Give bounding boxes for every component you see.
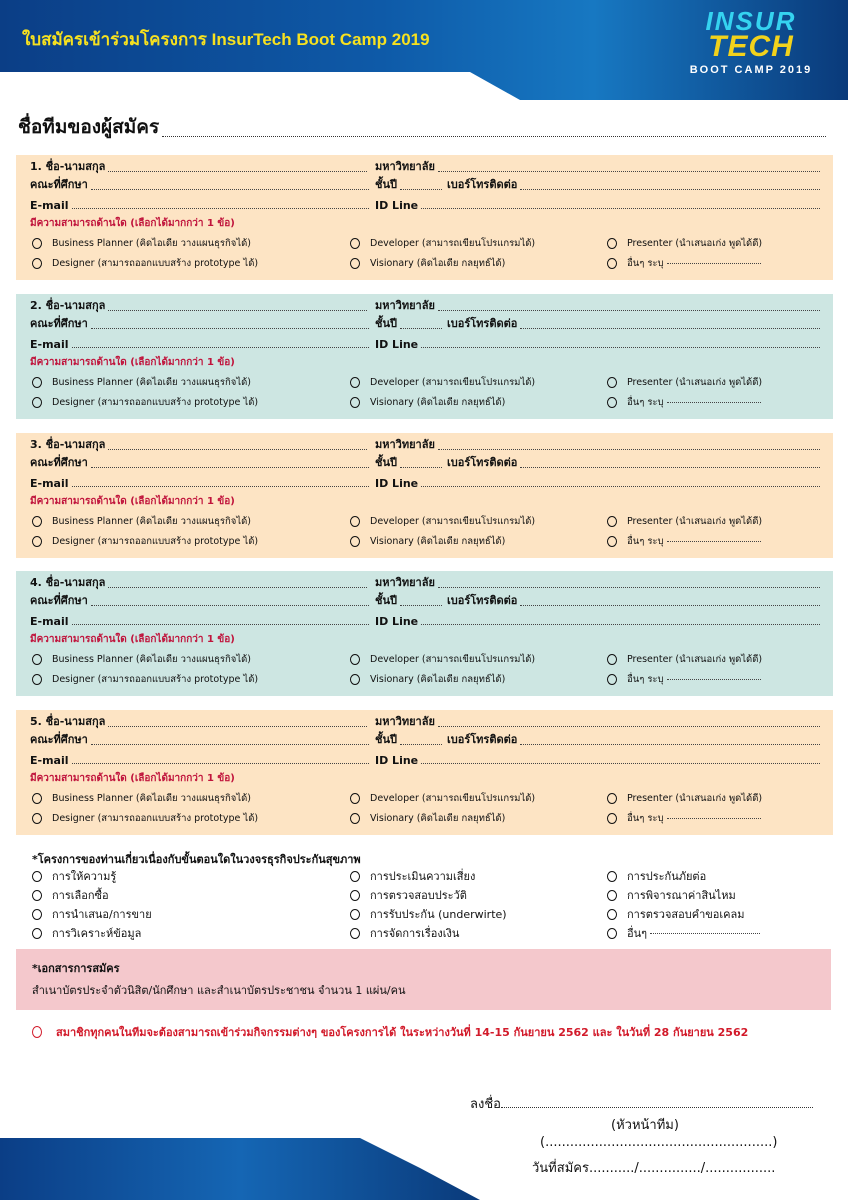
line-row — [375, 196, 823, 212]
university-row — [375, 159, 823, 175]
skill-visionary[interactable] — [350, 395, 505, 410]
university-label: มหาวิทยาลัย — [375, 160, 435, 173]
checkbox-circle[interactable] — [32, 397, 42, 408]
skill-business-planner[interactable] — [32, 514, 251, 529]
email-row — [30, 474, 372, 490]
email-field[interactable] — [72, 347, 369, 348]
stage-option[interactable] — [32, 905, 152, 923]
year-field[interactable] — [400, 328, 442, 329]
skill-visionary[interactable] — [350, 534, 505, 549]
line-field[interactable] — [421, 347, 820, 348]
skill-label: อื่นๆ ระบุ — [627, 397, 664, 408]
name-label: 5. ชื่อ-นามสกุล — [30, 715, 106, 728]
skill-label: อื่นๆ ระบุ — [627, 813, 664, 824]
skill-presenter[interactable] — [607, 236, 762, 251]
checkbox-circle[interactable] — [607, 909, 617, 920]
year-row — [375, 455, 445, 471]
skill-label: Presenter (นำเสนอเก่ง พูดได้ดี) — [627, 654, 763, 665]
skill-designer[interactable] — [32, 672, 258, 687]
phone-label: เบอร์โทรติดต่อ — [447, 594, 518, 607]
email-field[interactable] — [72, 208, 369, 209]
skill-presenter[interactable] — [607, 375, 762, 390]
email-label: E-mail — [30, 199, 69, 212]
skill-label: Business Planner (คิดไอเดีย วางแผนธุรกิจได้) — [52, 238, 251, 249]
checkbox-circle[interactable] — [350, 871, 360, 882]
email-label: E-mail — [30, 338, 69, 351]
line-row — [375, 474, 823, 490]
skill-label: อื่นๆ ระบุ — [627, 258, 664, 269]
name-row — [30, 575, 370, 591]
phone-field[interactable] — [520, 328, 820, 329]
email-label: E-mail — [30, 754, 69, 767]
checkbox-circle[interactable] — [32, 258, 42, 269]
checkbox-circle[interactable] — [350, 813, 360, 824]
footer-banner — [0, 1138, 848, 1200]
skill-label: Designer (สามารถออกแบบสร้าง prototype ได้) — [52, 674, 259, 685]
stage-option[interactable] — [350, 867, 475, 885]
year-field[interactable] — [400, 744, 442, 745]
checkbox-circle[interactable] — [607, 397, 617, 408]
member-block — [16, 294, 833, 419]
skill-other-field[interactable] — [667, 402, 761, 403]
line-row — [375, 335, 823, 351]
skill-label: Developer (สามารถเขียนโปรแกรมได้) — [370, 654, 536, 665]
skills-title: มีความสามารถด้านใด (เลือกได้มากกว่า 1 ข้อ) — [30, 773, 235, 784]
stage-option-label: การประเมินความเสี่ยง — [370, 870, 476, 883]
year-label: ชั้นปี — [375, 178, 397, 191]
skill-other-field[interactable] — [667, 818, 761, 819]
skill-label: Presenter (นำเสนอเก่ง พูดได้ดี) — [627, 238, 763, 249]
checkbox-circle[interactable] — [350, 890, 360, 901]
phone-label: เบอร์โทรติดต่อ — [447, 178, 518, 191]
checkbox-circle[interactable] — [350, 377, 360, 388]
checkbox-circle[interactable] — [32, 238, 42, 249]
faculty-label: คณะที่ศึกษา — [30, 733, 88, 746]
skill-visionary[interactable] — [350, 256, 505, 271]
name-field[interactable] — [108, 171, 367, 172]
stage-option[interactable] — [607, 867, 706, 885]
stage-option-label: การให้ความรู้ — [52, 870, 117, 883]
checkbox-circle[interactable] — [32, 377, 42, 388]
university-row — [375, 714, 823, 730]
year-row — [375, 177, 445, 193]
team-name-field[interactable] — [162, 136, 826, 137]
phone-field[interactable] — [520, 467, 820, 468]
name-label: 2. ชื่อ-นามสกุล — [30, 299, 106, 312]
skill-other[interactable] — [607, 395, 761, 410]
skill-label: อื่นๆ ระบุ — [627, 536, 664, 547]
signature-line[interactable] — [501, 1107, 813, 1108]
line-row — [375, 612, 823, 628]
name-row — [30, 714, 370, 730]
stage-option-label: การเลือกซื้อ — [52, 889, 109, 902]
skill-developer[interactable] — [350, 791, 535, 806]
checkbox-circle[interactable] — [607, 516, 617, 527]
email-row — [30, 612, 372, 628]
notice-row — [32, 1023, 748, 1041]
member-block — [16, 710, 833, 835]
checkbox-circle[interactable] — [350, 793, 360, 804]
skill-label: อื่นๆ ระบุ — [627, 674, 664, 685]
email-row — [30, 335, 372, 351]
skill-label: Visionary (คิดไอเดีย กลยุทธ์ได้) — [370, 536, 506, 547]
stage-option[interactable] — [350, 886, 467, 904]
checkbox-circle[interactable] — [350, 928, 360, 939]
line-row — [375, 751, 823, 767]
phone-row — [447, 732, 823, 748]
stage-option-label: การนำเสนอ/การขาย — [52, 908, 152, 921]
phone-field[interactable] — [520, 189, 820, 190]
line-field[interactable] — [421, 763, 820, 764]
checkbox-circle[interactable] — [350, 238, 360, 249]
phone-row — [447, 177, 823, 193]
line-label: ID Line — [375, 615, 419, 628]
stage-option-label: การตรวจสอบประวัติ — [370, 889, 467, 902]
skill-label: Developer (สามารถเขียนโปรแกรมได้) — [370, 516, 536, 527]
name-row — [30, 159, 370, 175]
skill-developer[interactable] — [350, 375, 535, 390]
skill-label: Visionary (คิดไอเดีย กลยุทธ์ได้) — [370, 258, 506, 269]
faculty-field[interactable] — [91, 744, 369, 745]
skill-label: Developer (สามารถเขียนโปรแกรมได้) — [370, 377, 536, 388]
skill-designer[interactable] — [32, 811, 258, 826]
insurtech-logo — [676, 8, 826, 82]
team-name-row — [18, 118, 826, 142]
university-label: มหาวิทยาลัย — [375, 576, 435, 589]
stage-option-label: การวิเคราะห์ข้อมูล — [52, 927, 142, 940]
member-block — [16, 433, 833, 558]
checkbox-circle[interactable] — [607, 813, 617, 824]
year-row — [375, 732, 445, 748]
checkbox-circle[interactable] — [32, 793, 42, 804]
leader-label: (หัวหน้าทีม) — [611, 1118, 679, 1133]
skill-other-field[interactable] — [667, 679, 761, 680]
checkbox-circle[interactable] — [350, 674, 360, 685]
checkbox-circle[interactable] — [607, 890, 617, 901]
year-row — [375, 316, 445, 332]
skill-visionary[interactable] — [350, 672, 505, 687]
skill-business-planner[interactable] — [32, 236, 251, 251]
year-label: ชั้นปี — [375, 733, 397, 746]
university-field[interactable] — [438, 587, 820, 588]
checkbox-circle[interactable] — [32, 654, 42, 665]
checkbox-circle[interactable] — [607, 928, 617, 939]
checkbox-circle[interactable] — [350, 516, 360, 527]
email-field[interactable] — [72, 763, 369, 764]
team-name-label: ชื่อทีมของผู้สมัคร — [18, 116, 160, 138]
name-label: 3. ชื่อ-นามสกุล — [30, 438, 106, 451]
checkbox-circle[interactable] — [607, 674, 617, 685]
faculty-label: คณะที่ศึกษา — [30, 317, 88, 330]
documents-title: *เอกสารการสมัคร — [32, 962, 120, 975]
skill-developer[interactable] — [350, 236, 535, 251]
skill-label: Business Planner (คิดไอเดีย วางแผนธุรกิจได้) — [52, 377, 251, 388]
stage-option-label: การจัดการเรื่องเงิน — [370, 927, 460, 940]
skill-label: Developer (สามารถเขียนโปรแกรมได้) — [370, 793, 536, 804]
faculty-field[interactable] — [91, 605, 369, 606]
question-title: *โครงการของท่านเกี่ยวเนื่องกับขั้นตอนใดในวงจรธุรกิจประกันสุขภาพ — [32, 853, 361, 866]
faculty-row — [30, 455, 372, 471]
checkbox-circle[interactable] — [32, 871, 42, 882]
member-block — [16, 571, 833, 696]
faculty-label: คณะที่ศึกษา — [30, 594, 88, 607]
skill-business-planner[interactable] — [32, 652, 251, 667]
stage-option[interactable] — [350, 905, 507, 923]
skill-designer[interactable] — [32, 534, 258, 549]
skill-label: Business Planner (คิดไอเดีย วางแผนธุรกิจได้) — [52, 793, 251, 804]
email-label: E-mail — [30, 615, 69, 628]
line-label: ID Line — [375, 754, 419, 767]
date-line[interactable]: วันที่สมัคร.........../.............../................. — [532, 1161, 776, 1176]
skill-label: Designer (สามารถออกแบบสร้าง prototype ได้) — [52, 813, 259, 824]
logo-line-3: BOOT CAMP 2019 — [689, 64, 813, 76]
checkbox-circle[interactable] — [32, 674, 42, 685]
phone-row — [447, 455, 823, 471]
stage-option-label: อื่นๆ — [627, 927, 648, 940]
year-label: ชั้นปี — [375, 317, 397, 330]
skill-label: Visionary (คิดไอเดีย กลยุทธ์ได้) — [370, 674, 506, 685]
phone-label: เบอร์โทรติดต่อ — [447, 456, 518, 469]
name-field[interactable] — [108, 449, 367, 450]
year-field[interactable] — [400, 605, 442, 606]
skills-title: มีความสามารถด้านใด (เลือกได้มากกว่า 1 ข้อ) — [30, 634, 235, 645]
line-label: ID Line — [375, 338, 419, 351]
name-field[interactable] — [108, 310, 367, 311]
name-row — [30, 298, 370, 314]
skills-title: มีความสามารถด้านใด (เลือกได้มากกว่า 1 ข้อ) — [30, 357, 235, 368]
email-label: E-mail — [30, 477, 69, 490]
faculty-label: คณะที่ศึกษา — [30, 178, 88, 191]
line-field[interactable] — [421, 208, 820, 209]
line-label: ID Line — [375, 199, 419, 212]
checkbox-circle[interactable] — [607, 536, 617, 547]
checkbox-circle[interactable] — [350, 536, 360, 547]
member-block — [16, 155, 833, 280]
skill-business-planner[interactable] — [32, 791, 251, 806]
year-field[interactable] — [400, 467, 442, 468]
faculty-row — [30, 732, 372, 748]
year-row — [375, 593, 445, 609]
logo-line-1: INSUR — [705, 6, 797, 36]
name-label: 4. ชื่อ-นามสกุล — [30, 576, 106, 589]
skill-label: Visionary (คิดไอเดีย กลยุทธ์ได้) — [370, 397, 506, 408]
phone-label: เบอร์โทรติดต่อ — [447, 317, 518, 330]
year-label: ชั้นปี — [375, 594, 397, 607]
year-field[interactable] — [400, 189, 442, 190]
skill-other[interactable] — [607, 811, 761, 826]
university-row — [375, 437, 823, 453]
stage-option-label: การประกันภัยต่อ — [627, 870, 707, 883]
checkbox-circle[interactable] — [32, 516, 42, 527]
stage-option[interactable] — [607, 924, 760, 942]
skill-label: Visionary (คิดไอเดีย กลยุทธ์ได้) — [370, 813, 506, 824]
university-row — [375, 298, 823, 314]
skill-other[interactable] — [607, 534, 761, 549]
notice-text: สมาชิกทุกคนในทีมจะต้องสามารถเข้าร่วมกิจกรรมต่างๆ ของโครงการได้ ในระหว่างวันที่ 14-15 กันยายน 2562 และ ในวันที่ 28 กันยายน 2562 — [56, 1026, 749, 1039]
skill-developer[interactable] — [350, 514, 535, 529]
skill-other[interactable] — [607, 256, 761, 271]
skill-label: Designer (สามารถออกแบบสร้าง prototype ได้) — [52, 536, 259, 547]
stage-option[interactable] — [32, 867, 116, 885]
skill-label: Developer (สามารถเขียนโปรแกรมได้) — [370, 238, 536, 249]
skill-presenter[interactable] — [607, 791, 762, 806]
checkbox-circle[interactable] — [607, 871, 617, 882]
stage-option-label: การพิจารณาค่าสินไหม — [627, 889, 736, 902]
documents-text: สำเนาบัตรประจำตัวนิสิต/นักศึกษา และสำเนาบัตรประชาชน จำนวน 1 แผ่น/คน — [32, 984, 406, 997]
form-title: ใบสมัครเข้าร่วมโครงการ InsurTech Boot Camp 2019 — [22, 30, 430, 49]
checkbox-circle[interactable] — [32, 813, 42, 824]
faculty-label: คณะที่ศึกษา — [30, 456, 88, 469]
checkbox-circle[interactable] — [350, 397, 360, 408]
name-field[interactable] — [108, 726, 367, 727]
skill-presenter[interactable] — [607, 652, 762, 667]
faculty-row — [30, 316, 372, 332]
phone-row — [447, 593, 823, 609]
skill-label: Presenter (นำเสนอเก่ง พูดได้ดี) — [627, 516, 763, 527]
stage-option[interactable] — [607, 905, 745, 923]
header-white-cut — [0, 72, 848, 112]
skill-label: Designer (สามารถออกแบบสร้าง prototype ได้) — [52, 397, 259, 408]
stage-option[interactable] — [32, 886, 109, 904]
stage-option[interactable] — [350, 924, 459, 942]
checkbox-circle[interactable] — [32, 928, 42, 939]
faculty-row — [30, 177, 372, 193]
signature-row[interactable] — [470, 1093, 813, 1114]
phone-field[interactable] — [520, 605, 820, 606]
checkbox-circle[interactable] — [607, 238, 617, 249]
checkbox-circle[interactable] — [607, 654, 617, 665]
skill-other-field[interactable] — [667, 263, 761, 264]
skill-designer[interactable] — [32, 395, 258, 410]
name-row — [30, 437, 370, 453]
university-row — [375, 575, 823, 591]
phone-row — [447, 316, 823, 332]
university-label: มหาวิทยาลัย — [375, 299, 435, 312]
email-row — [30, 751, 372, 767]
skill-label: Presenter (นำเสนอเก่ง พูดได้ดี) — [627, 793, 763, 804]
skills-title: มีความสามารถด้านใด (เลือกได้มากกว่า 1 ข้อ) — [30, 496, 235, 507]
faculty-row — [30, 593, 372, 609]
university-field[interactable] — [438, 449, 820, 450]
skill-developer[interactable] — [350, 652, 535, 667]
skill-label: Presenter (นำเสนอเก่ง พูดได้ดี) — [627, 377, 763, 388]
line-label: ID Line — [375, 477, 419, 490]
checkbox-circle[interactable] — [32, 909, 42, 920]
skill-other-field[interactable] — [667, 541, 761, 542]
name-label: 1. ชื่อ-นามสกุล — [30, 160, 106, 173]
checkbox-circle[interactable] — [350, 654, 360, 665]
faculty-field[interactable] — [91, 467, 369, 468]
documents-box — [16, 949, 831, 1010]
line-field[interactable] — [421, 624, 820, 625]
logo-line-2: TECH — [708, 30, 794, 63]
checkbox-circle[interactable] — [32, 890, 42, 901]
phone-label: เบอร์โทรติดต่อ — [447, 733, 518, 746]
stage-option-label: การรับประกัน (underwirte) — [370, 908, 507, 921]
stage-option-label: การตรวจสอบคำขอเคลม — [627, 908, 745, 921]
phone-field[interactable] — [520, 744, 820, 745]
stage-option[interactable] — [32, 924, 141, 942]
checkbox-circle[interactable] — [350, 258, 360, 269]
university-label: มหาวิทยาลัย — [375, 438, 435, 451]
skill-business-planner[interactable] — [32, 375, 251, 390]
stage-other-field[interactable] — [650, 933, 760, 934]
university-field[interactable] — [438, 726, 820, 727]
university-label: มหาวิทยาลัย — [375, 715, 435, 728]
notice-checkbox[interactable] — [32, 1026, 42, 1038]
skill-presenter[interactable] — [607, 514, 762, 529]
email-field[interactable] — [72, 624, 369, 625]
checkbox-circle[interactable] — [32, 536, 42, 547]
faculty-field[interactable] — [91, 328, 369, 329]
skill-label: Designer (สามารถออกแบบสร้าง prototype ได้) — [52, 258, 259, 269]
skill-visionary[interactable] — [350, 811, 505, 826]
email-row — [30, 196, 372, 212]
skill-label: Business Planner (คิดไอเดีย วางแผนธุรกิจได้) — [52, 516, 251, 527]
skill-other[interactable] — [607, 672, 761, 687]
year-label: ชั้นปี — [375, 456, 397, 469]
name-field[interactable] — [108, 587, 367, 588]
email-field[interactable] — [72, 486, 369, 487]
name-line[interactable]: (.......................................................) — [540, 1135, 778, 1150]
skill-label: Business Planner (คิดไอเดีย วางแผนธุรกิจได้) — [52, 654, 251, 665]
skills-title: มีความสามารถด้านใด (เลือกได้มากกว่า 1 ข้อ) — [30, 218, 235, 229]
checkbox-circle[interactable] — [607, 377, 617, 388]
signature-label: ลงชื่อ — [470, 1097, 501, 1112]
checkbox-circle[interactable] — [607, 258, 617, 269]
checkbox-circle[interactable] — [350, 909, 360, 920]
faculty-field[interactable] — [91, 189, 369, 190]
checkbox-circle[interactable] — [607, 793, 617, 804]
stage-option[interactable] — [607, 886, 736, 904]
line-field[interactable] — [421, 486, 820, 487]
skill-designer[interactable] — [32, 256, 258, 271]
university-field[interactable] — [438, 171, 820, 172]
university-field[interactable] — [438, 310, 820, 311]
